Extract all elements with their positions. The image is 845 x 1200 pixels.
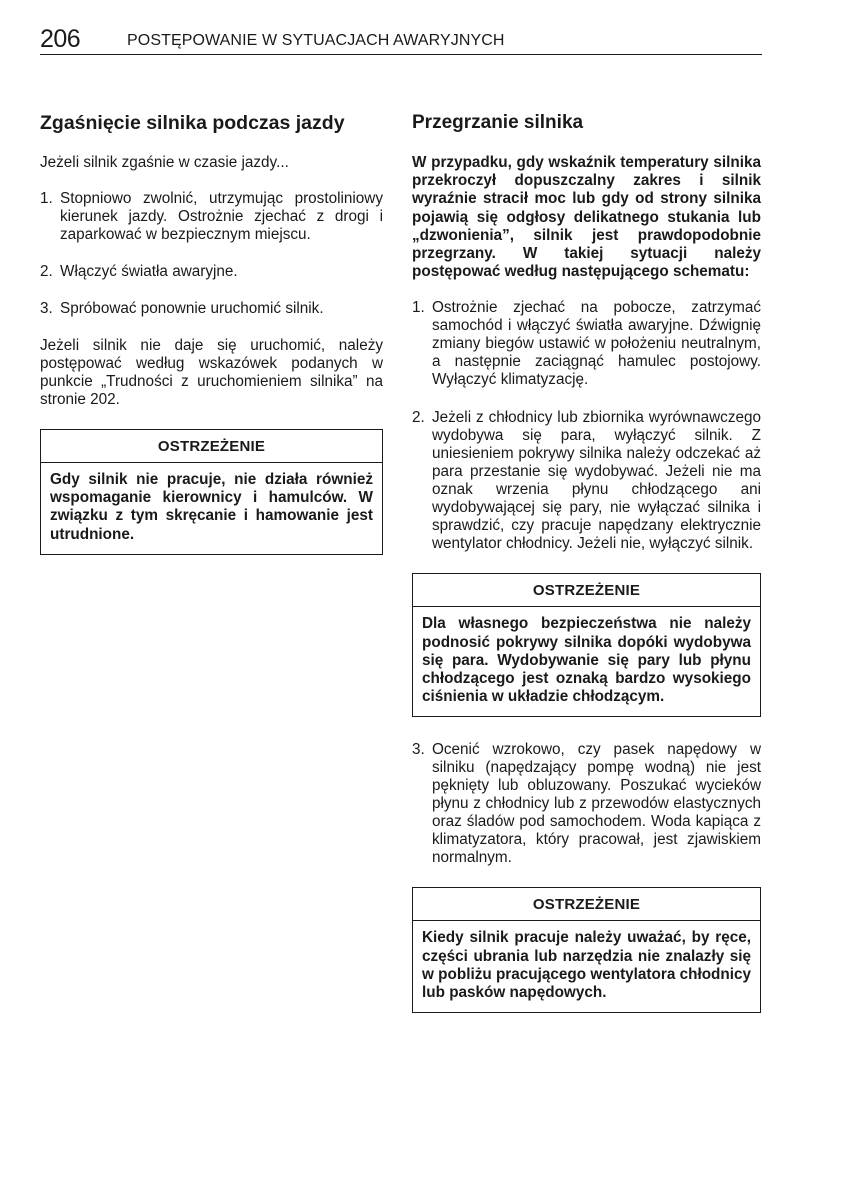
step-number: 3.: [412, 741, 425, 759]
step-text: Ocenić wzrokowo, czy pasek napędowy w silniku (napędzający pompę wodną) nie jest pęknięty lub obluzowany. Poszukać wycieków płynu z chłodnicy lub z przewodów elastycznych oraz śladów pod samochodem. Woda kapiąca z klimatyzatora, który pracował, jest zjawiskiem normalnym.: [432, 741, 761, 867]
step-number: 2.: [412, 409, 425, 427]
right-column: [412, 110, 761, 1037]
list-item: [40, 300, 383, 318]
warning-box: [40, 429, 383, 555]
warning-text: Dla własnego bezpieczeństwa nie należy podnosić pokrywy silnika dopóki wydobywa się para. Wydobywanie się pary lub płynu chłodzącego jest oznaką bardzo wysokiego ciśnienia w układzie chłodzącym.: [422, 615, 751, 706]
page-number: 206: [40, 25, 81, 53]
list-item: [40, 263, 383, 281]
section-heading-overheating: Przegrzanie silnika: [412, 112, 584, 133]
warning-box: [412, 573, 761, 717]
step-text: Ostrożnie zjechać na pobocze, zatrzymać samochód i włączyć światła awaryjne. Dźwignię zmiany biegów ustawić w położeniu neutralnym, a następnie zaciągnąć hamulec postojowy. Wyłączyć klimatyzację.: [432, 299, 761, 389]
step-number: 1.: [412, 299, 425, 317]
warning-title: OSTRZEŻENIE: [41, 430, 382, 463]
intro-text: W przypadku, gdy wskaźnik temperatury silnika przekroczył dopuszczalny zakres i silnik wyraźnie stracił moc lub gdy od strony silnika pojawią się odgłosy delikatnego stukania lub „dzwonienia”, silnik jest prawdopodobnie przegrzany. W takiej sytuacji należy postępować według następującego schematu:: [412, 154, 761, 281]
intro-text: Jeżeli silnik zgaśnie w czasie jazdy...: [40, 154, 289, 171]
left-column: [40, 110, 383, 555]
warning-text: Gdy silnik nie pracuje, nie działa również wspomaganie kierownicy i hamulców. W związku z tym skręcanie i hamowanie jest utrudnione.: [50, 471, 373, 543]
warning-title: OSTRZEŻENIE: [413, 888, 760, 921]
warning-text: Kiedy silnik pracuje należy uważać, by ręce, części ubrania lub narzędzia nie znalazły się w pobliżu pracującego wentylatora chłodnicy lub pasków napędowych.: [422, 929, 751, 1002]
chapter-title: POSTĘPOWANIE W SYTUACJACH AWARYJNYCH: [127, 32, 505, 49]
step-text: Włączyć światła awaryjne.: [60, 263, 238, 280]
list-item: [412, 299, 761, 389]
step-text: Stopniowo zwolnić, utrzymując prostoliniowy kierunek jazdy. Ostrożnie zjechać z drogi i zaparkować w bezpiecznym miejscu.: [60, 190, 383, 243]
followup-text: Jeżeli silnik nie daje się uruchomić, należy postępować według wskazówek podanych w punkcie „Trudności z uruchomieniem silnika” na stronie 202.: [40, 337, 383, 408]
section-heading-engine-stall: Zgaśnięcie silnika podczas jazdy: [40, 112, 345, 134]
step-text: Jeżeli z chłodnicy lub zbiornika wyrównawczego wydobywa się para, wyłączyć silnik. Z uniesieniem pokrywy silnika należy odczekać aż para przestanie się wydobywać. Jeżeli nie ma oznak wrzenia płynu chłodzącego ani wydobywającej się pary, nie wyłączać silnika i sprawdzić, czy pracuje napędzany elektrycznie wentylator chłodnicy. Jeżeli nie, wyłączyć silnik.: [432, 409, 761, 553]
page-header: [40, 24, 762, 55]
warning-box: [412, 887, 761, 1013]
step-number: 1.: [40, 190, 53, 207]
warning-title: OSTRZEŻENIE: [413, 574, 760, 607]
step-number: 2.: [40, 263, 53, 280]
list-item: [412, 741, 761, 867]
list-item: [40, 190, 383, 244]
step-number: 3.: [40, 300, 53, 317]
list-item: [412, 409, 761, 553]
step-text: Spróbować ponownie uruchomić silnik.: [60, 300, 324, 317]
